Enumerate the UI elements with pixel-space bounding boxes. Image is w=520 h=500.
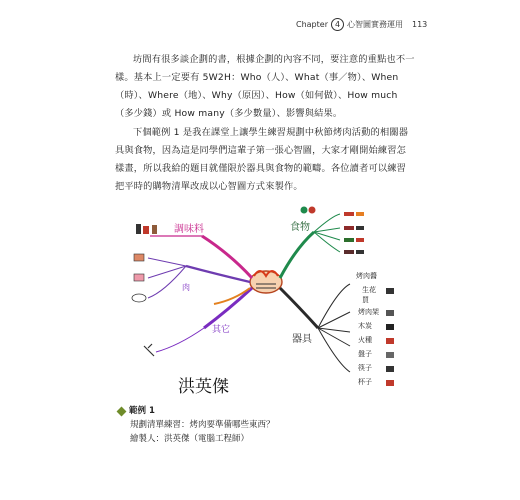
purple-branch-icons xyxy=(132,254,146,302)
central-grill-drawing xyxy=(250,271,282,293)
label-others: 其它 xyxy=(212,325,231,335)
diamond-marker-icon xyxy=(117,406,127,416)
chapter-label: Chapter xyxy=(296,20,328,29)
branch-tools xyxy=(280,288,318,328)
figure-caption xyxy=(118,404,275,446)
branch-others xyxy=(204,288,252,328)
signature-name: 洪英傑 xyxy=(178,377,229,397)
bbq-mindmap xyxy=(118,196,418,398)
label-lighter: 火種 xyxy=(358,336,372,344)
others-icon xyxy=(144,344,154,356)
paragraph-example-intro: 下個範例 1 是我在課堂上讓學生練習規劃中秋節烤肉活動的相關器具與食物，因為這是同學們這輩子第一張心智圖，大家才剛開始練習怎樣畫，所以我給的題目就僅限於器具與食物的範疇。各位讀者可以練習把平時的購物清單改成以心智圖方式來製作。 xyxy=(115,127,409,193)
label-bbq-rack: 烤肉架 xyxy=(358,308,379,316)
label-seasoning: 調味料 xyxy=(174,224,204,235)
label-meat: 肉 xyxy=(182,283,190,292)
label-flower: 生花 xyxy=(362,286,376,294)
label-food: 食物 xyxy=(290,222,310,233)
branch-food xyxy=(280,232,314,278)
label-buy: 買 xyxy=(362,296,369,304)
caption-title: 範例 1 xyxy=(129,406,155,416)
branch-purple xyxy=(186,266,250,282)
label-chopsticks: 筷子 xyxy=(358,364,372,372)
label-bbq-sauce: 烤肉醬 xyxy=(356,272,377,280)
caption-title-row xyxy=(118,404,275,418)
label-tools: 器具 xyxy=(292,334,312,345)
page-header xyxy=(296,18,427,31)
caption-line-2: 繪製人：洪英傑（電腦工程師） xyxy=(130,434,250,444)
label-plates: 盤子 xyxy=(358,350,372,358)
chapter-title: 心智圖實務運用 xyxy=(346,20,403,29)
chapter-number: 4 xyxy=(331,18,344,31)
caption-line-1: 規劃清單練習：烤肉要準備哪些東西？ xyxy=(130,420,275,430)
label-cup: 杯子 xyxy=(358,378,372,386)
page-number: 113 xyxy=(411,20,428,29)
paragraph-5w2h: 坊間有很多談企劃的書，根據企劃的內容不同，要注意的重點也不一樣。基本上一定要有 5W2H：Who（人）、What（事／物）、When（時）、Where（地）、Why（原因）、How（如何做）、How much（多少錢）或 How many（多少數量）、影響與結果。 xyxy=(115,54,415,120)
condiment-icons xyxy=(136,224,157,234)
tools-icons xyxy=(386,288,394,386)
label-charcoal: 木炭 xyxy=(358,322,372,330)
